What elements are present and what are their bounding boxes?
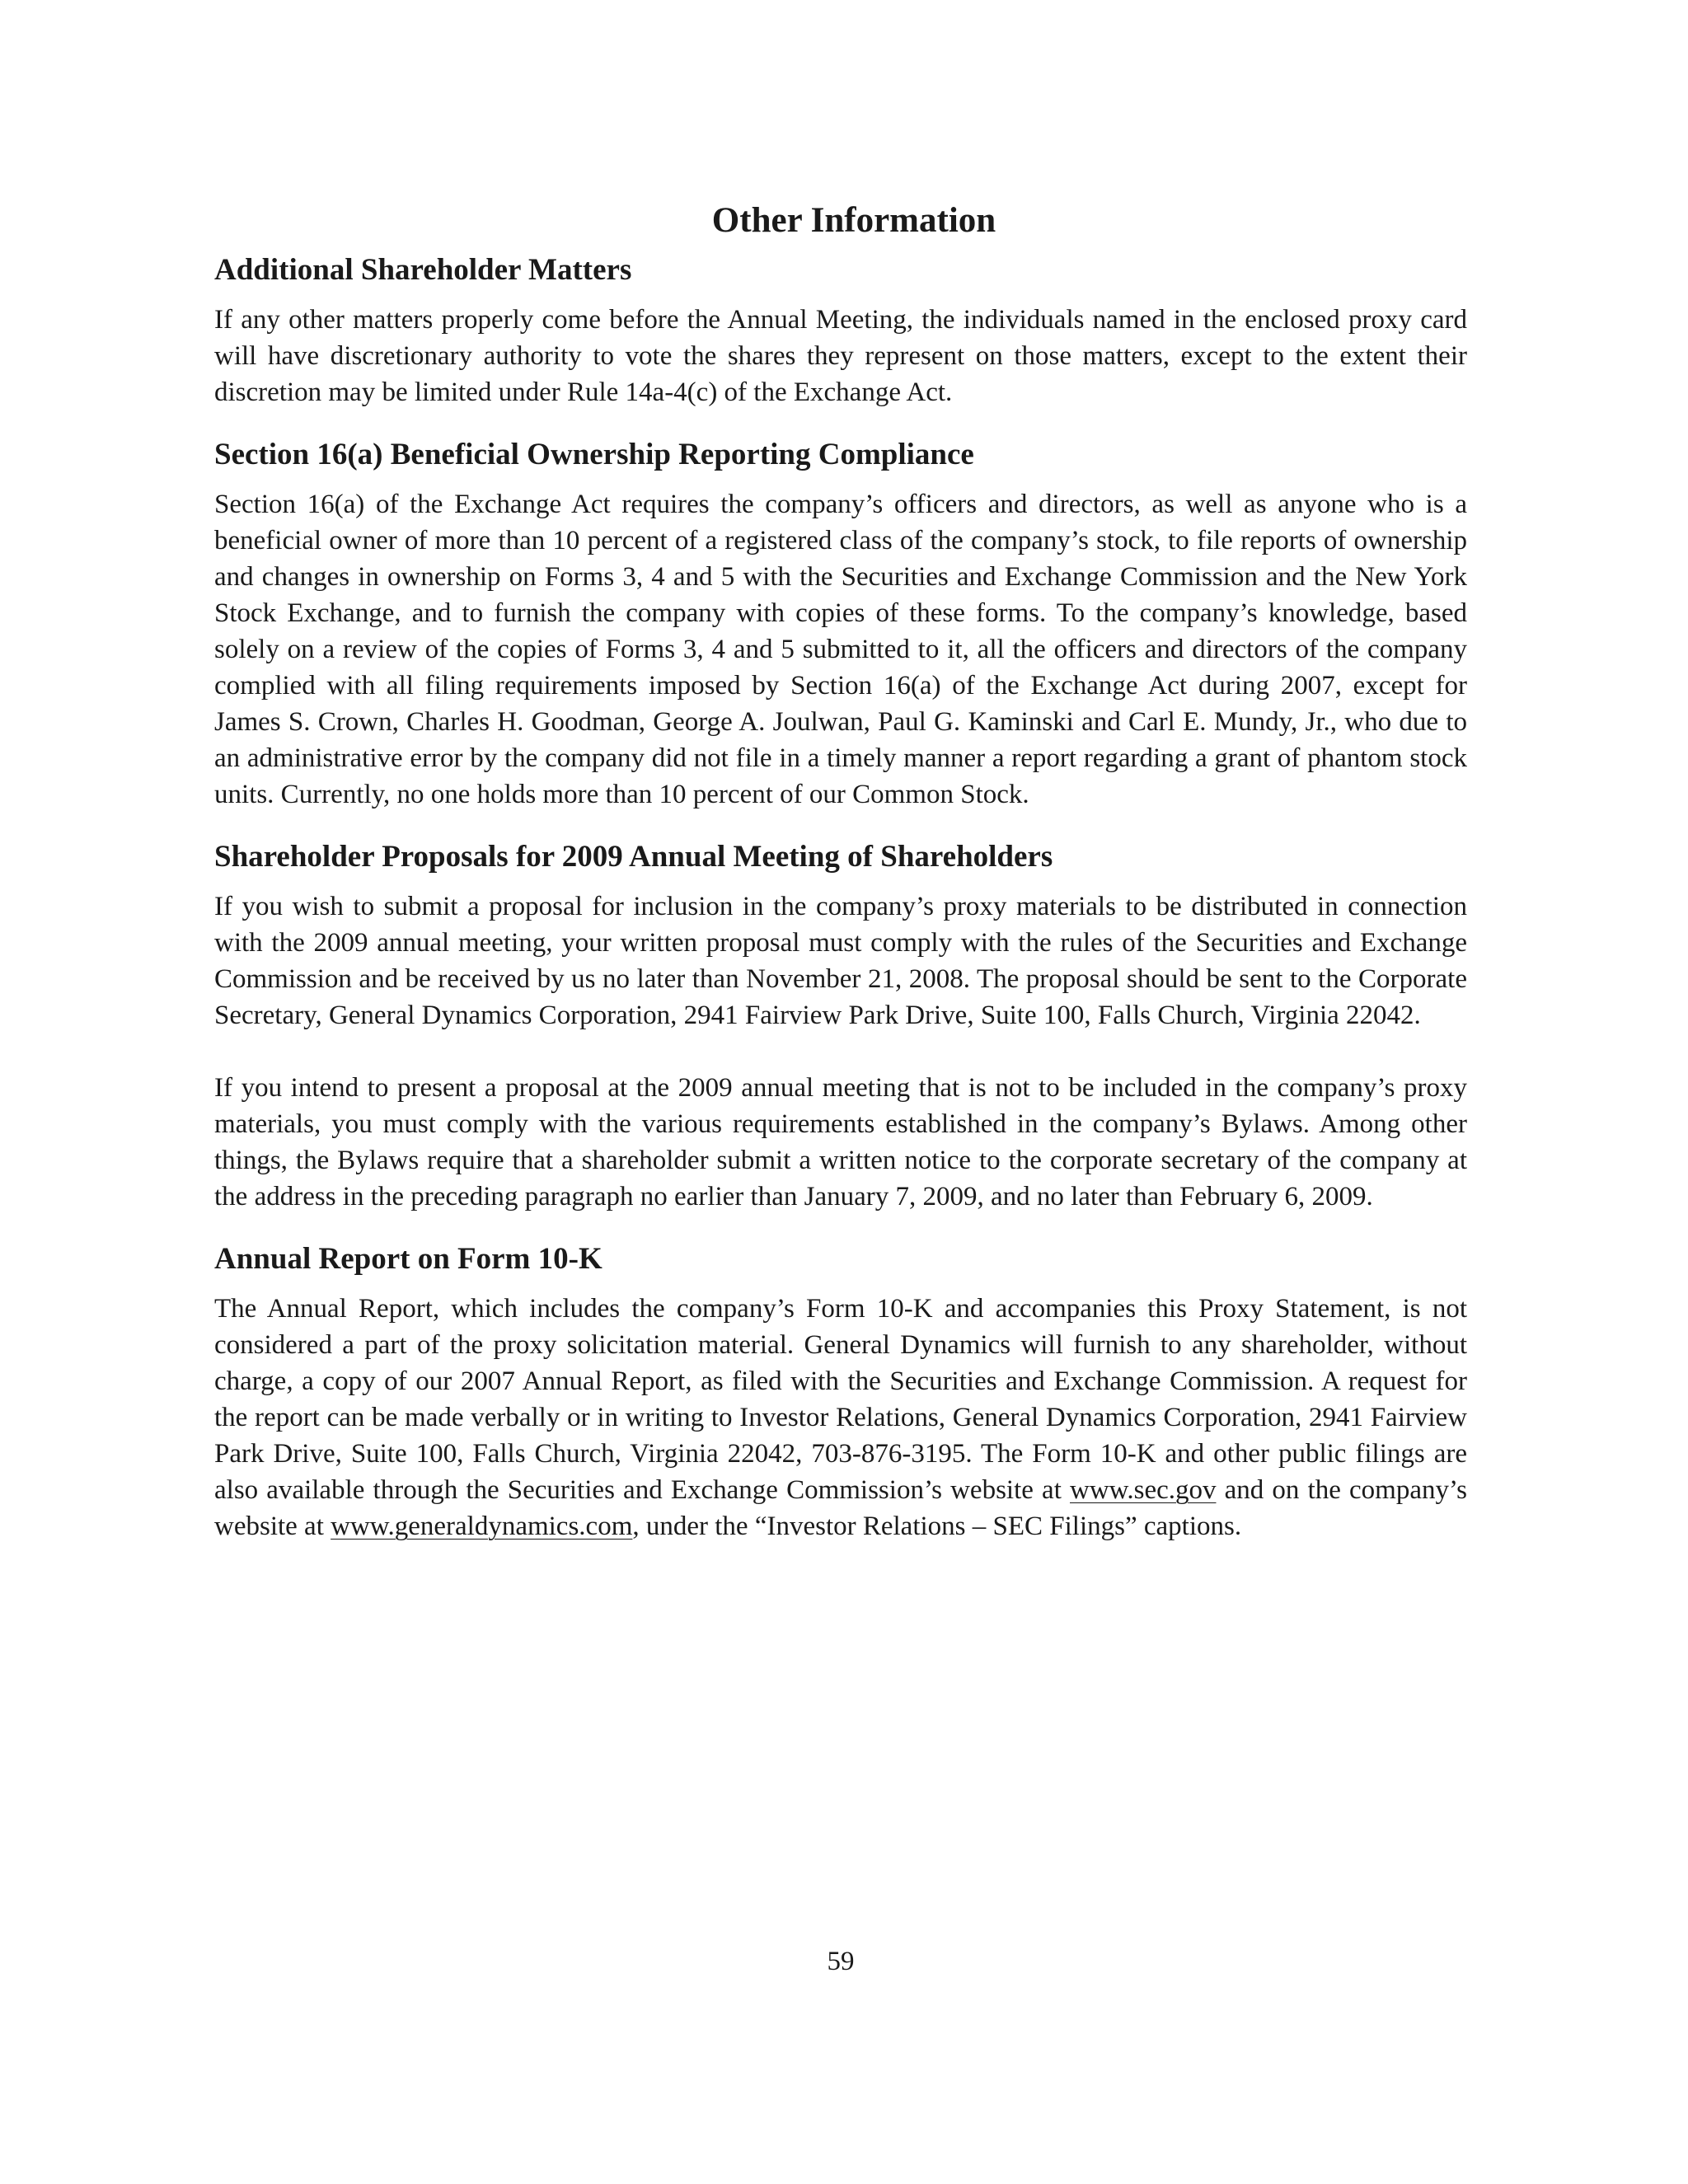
section-annual-report-10k bbox=[214, 1240, 1467, 1544]
section-heading: Shareholder Proposals for 2009 Annual Meeting of Shareholders bbox=[214, 840, 1053, 874]
paragraph: Section 16(a) of the Exchange Act requires the company’s officers and directors, as well as anyone who is a beneficial owner of more than 10 percent of a registered class of the company’s stock, to file reports of ownership and changes in ownership on Forms 3, 4 and 5 with the Securities and Exchange Commission and the New York Stock Exchange, and to furnish the company with copies of these forms. To the company’s knowledge, based solely on a review of the copies of Forms 3, 4 and 5 submitted to it, all the officers and directors of the company complied with all filing requirements imposed by Section 16(a) of the Exchange Act during 2007, except for James S. Crown, Charles H. Goodman, George A. Joulwan, Paul G. Kaminski and Carl E. Mundy, Jr., who due to an administrative error by the company did not file in a timely manner a report regarding a grant of phantom stock units. Currently, no one holds more than 10 percent of our Common Stock. bbox=[214, 490, 1467, 809]
section-heading: Annual Report on Form 10-K bbox=[214, 1242, 603, 1276]
paragraph: If you intend to present a proposal at the 2009 annual meeting that is not to be included in the company’s proxy materials, you must comply with the various requirements established in the company’s Bylaws. Among other things, the Bylaws require that a shareholder submit a written notice to the corporate secretary of the company at the address in the preceding paragraph no earlier than January 7, 2009, and no later than February 6, 2009. bbox=[214, 1073, 1467, 1212]
paragraph: If you wish to submit a proposal for inclusion in the company’s proxy materials to be distributed in connection with the 2009 annual meeting, your written proposal must comply with the rules of the Securities and Exchange Commission and be received by us no later than November 21, 2008. The proposal should be sent to the Corporate Secretary, General Dynamics Corporation, 2941 Fairview Park Drive, Suite 100, Falls Church, Virginia 22042. bbox=[214, 892, 1467, 1030]
paragraph-text: , under the “Investor Relations – SEC Filings” captions. bbox=[632, 1511, 1242, 1541]
document-page bbox=[214, 198, 1467, 1544]
page-number: 59 bbox=[827, 1947, 855, 1976]
section-additional-shareholder-matters bbox=[214, 251, 1467, 410]
spacer bbox=[214, 1033, 1467, 1070]
paragraph-text: and on the company’s website at bbox=[214, 1475, 1467, 1541]
spacer bbox=[214, 1215, 1467, 1240]
spacer bbox=[214, 410, 1467, 435]
section-heading: Section 16(a) Beneficial Ownership Reporting Compliance bbox=[214, 438, 974, 471]
sec-website-link[interactable]: www.sec.gov bbox=[1070, 1475, 1217, 1505]
paragraph bbox=[214, 1291, 1467, 1544]
section-shareholder-proposals bbox=[214, 837, 1467, 1215]
generaldynamics-website-link[interactable]: www.generaldynamics.com bbox=[331, 1511, 633, 1541]
spacer bbox=[214, 813, 1467, 837]
paragraph-text: The Annual Report, which includes the company’s Form 10-K and accompanies this Proxy Statement, is not considered a part of the proxy solicitation material. General Dynamics will furnish to any shareholder, without charge, a copy of our 2007 Annual Report, as filed with the Securities and Exchange Commission. A request for the report can be made verbally or in writing to Investor Relations, General Dynamics Corporation, 2941 Fairview Park Drive, Suite 100, Falls Church, Virginia 22042, 703-876-3195. The Form 10-K and other public filings are also available through the Securities and Exchange Commission’s website at bbox=[214, 1294, 1467, 1505]
page-title: Other Information bbox=[711, 201, 996, 240]
section-16a-compliance bbox=[214, 435, 1467, 813]
section-heading: Additional Shareholder Matters bbox=[214, 253, 632, 287]
paragraph: If any other matters properly come before the Annual Meeting, the individuals named in the enclosed proxy card will have discretionary authority to vote the shares they represent on those matters, except to the extent their discretion may be limited under Rule 14a-4(c) of the Exchange Act. bbox=[214, 305, 1467, 407]
